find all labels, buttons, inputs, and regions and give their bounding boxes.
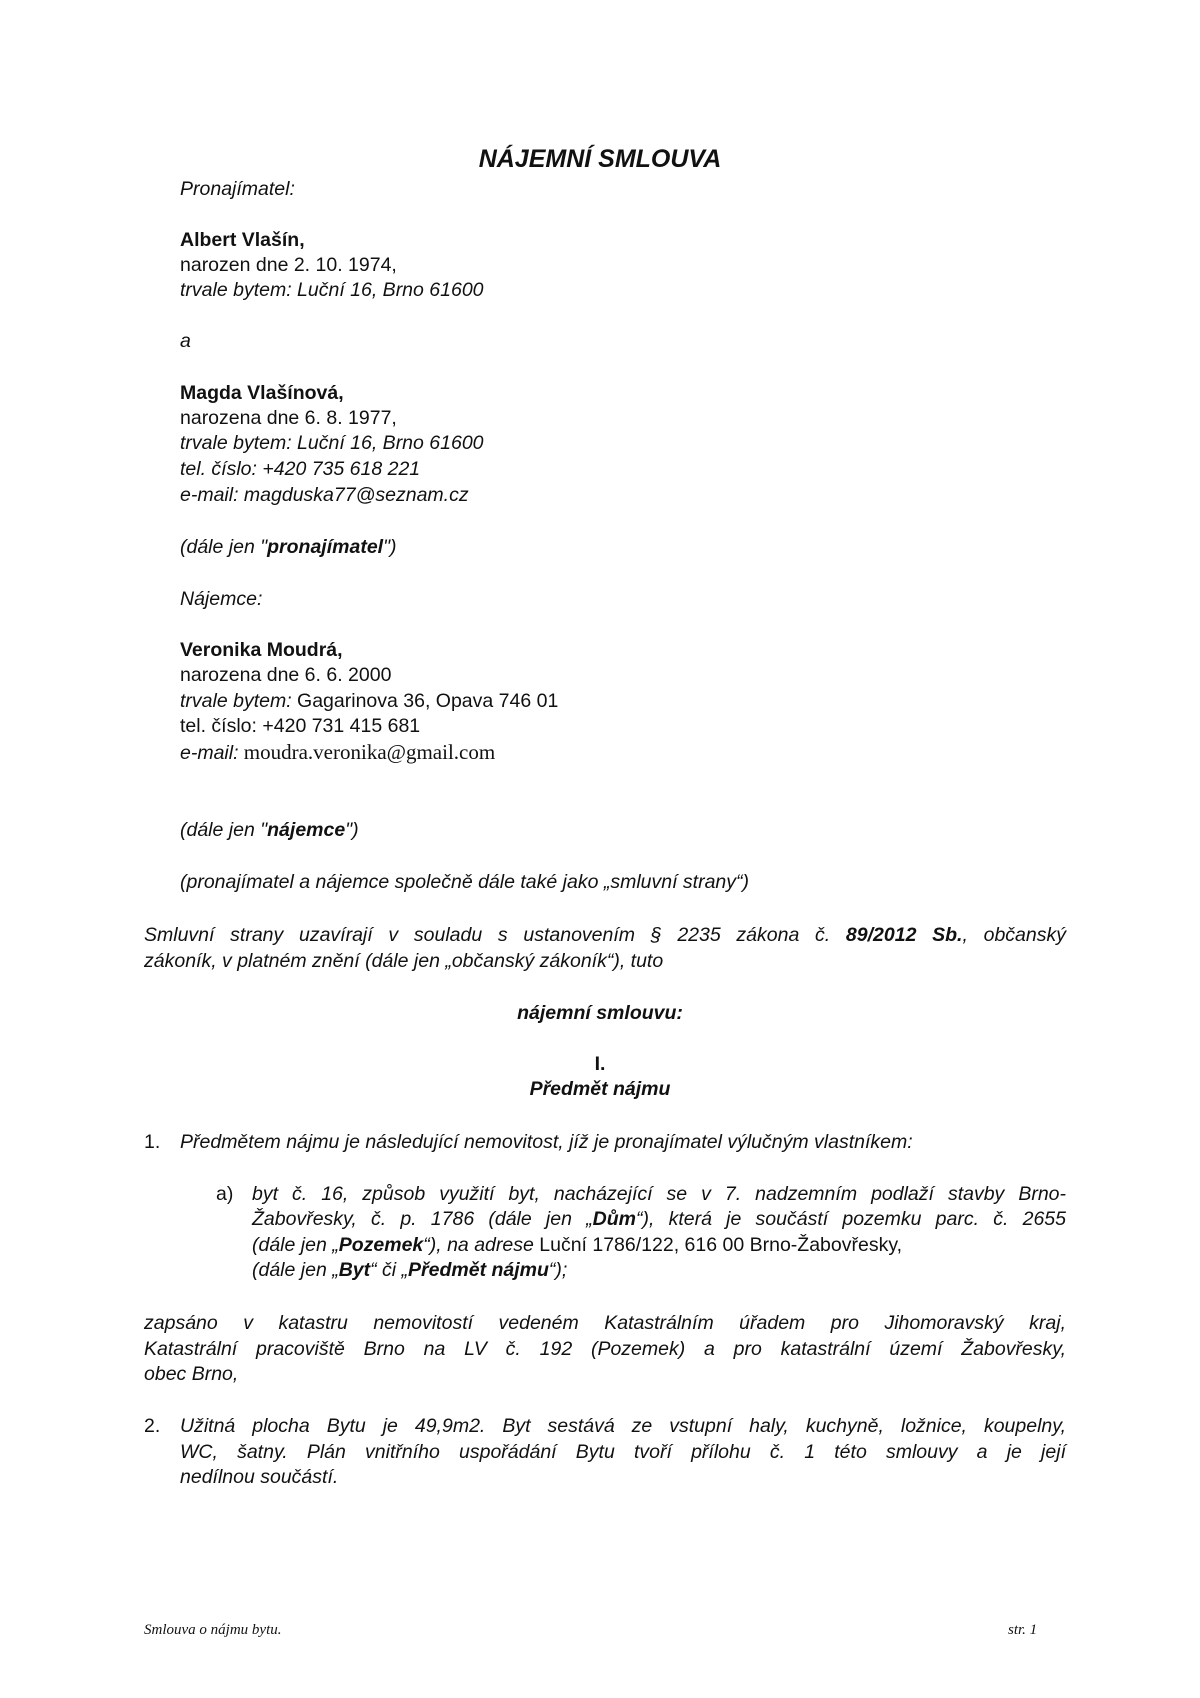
landlord1-residence: trvale bytem: Luční 16, Brno 61600 [180,279,484,301]
sub-item-a-label: a) [216,1183,234,1205]
tenant-email-value: moudra.veronika@gmail.com [238,740,496,764]
registry-line-3: obec Brno, [144,1363,239,1385]
tenant-residence [180,689,558,713]
sub-item-a-line-1: byt č. 16, způsob využití byt, nacházející se v 7. nadzemním podlaží stavby Brno- [252,1183,1066,1205]
definition-suffix: ") [345,819,359,841]
intro-line-1 [144,923,1066,947]
defined-term-house: Dům [592,1208,636,1230]
item-1-text: Předmětem nájmu je následující nemovitost, jíž je pronajímatel výlučným vlastníkem: [180,1131,913,1153]
tenant-heading: Nájemce: [180,588,263,610]
item-2-line-1: Užitná plocha Bytu je 49,9m2. Byt sestává ze vstupní haly, kuchyně, ložnice, koupelny, [180,1415,1066,1437]
law-reference: 89/2012 Sb. [845,924,963,946]
tenant-email-label: e-mail: [180,742,239,764]
landlord2-born: narozena dne 6. 8. 1977, [180,407,397,429]
text: Žabovřesky, č. p. 1786 (dále jen „ [252,1208,593,1230]
tenant-name: Veronika Moudrá, [180,639,343,661]
and-connector: a [180,330,191,352]
footer-left: Smlouva o nájmu bytu. [144,1622,282,1638]
sub-item-a-line-3 [252,1233,902,1257]
definition-prefix: (dále jen " [180,536,268,558]
document-title: NÁJEMNÍ SMLOUVA [478,145,722,173]
item-2-number: 2. [144,1415,161,1437]
tenant-email [180,740,495,765]
landlord1-born: narozen dne 2. 10. 1974, [180,254,397,276]
section-number: I. [594,1053,606,1075]
tenant-residence-label: trvale bytem: [180,690,292,712]
text: “), na adrese [423,1234,540,1256]
item-1-number: 1. [144,1131,161,1153]
item-2-line-3: nedílnou součástí. [180,1466,339,1488]
text: (dále jen „ [252,1234,339,1256]
landlord2-residence: trvale bytem: Luční 16, Brno 61600 [180,432,484,454]
contract-heading: nájemní smlouvu: [517,1002,683,1024]
intro-line-2: zákoník, v platném znění (dále jen „občanský zákoník“), tuto [144,950,664,972]
intro-text: Smluvní strany uzavírají v souladu s ustanovením § 2235 zákona č. [144,924,846,946]
text: “); [548,1259,568,1281]
tenant-born: narozena dne 6. 6. 2000 [180,664,392,686]
item-2-line-2: WC, šatny. Plán vnitřního uspořádání Bytu tvoří přílohu č. 1 této smlouvy a je její [180,1441,1066,1463]
sub-item-a-line-4 [252,1258,567,1282]
definition-suffix: ") [383,536,397,558]
landlord1-name: Albert Vlašín, [180,229,305,251]
registry-line-1: zapsáno v katastru nemovitostí vedeném Katastrálním úřadem pro Jihomoravský kraj, [144,1312,1066,1334]
defined-term-flat: Byt [338,1259,371,1281]
defined-term-tenant: nájemce [267,819,346,841]
landlord2-email: e-mail: magduska77@seznam.cz [180,484,469,506]
text: “ či „ [370,1259,409,1281]
address-text: Luční 1786/122, 616 00 Brno-Žabovřesky, [539,1234,903,1256]
landlord2-phone: tel. číslo: +420 735 618 221 [180,458,421,480]
defined-term-land: Pozemek [338,1234,424,1256]
definition-prefix: (dále jen " [180,819,268,841]
landlord-definition [180,535,397,559]
defined-term-subject: Předmět nájmu [408,1259,549,1281]
tenant-definition [180,818,359,842]
section-title: Předmět nájmu [529,1078,671,1100]
registry-line-2: Katastrální pracoviště Brno na LV č. 192 (Pozemek) a pro katastrální území Žabovřesky, [144,1338,1066,1360]
footer-page-number: str. 1 [1008,1622,1038,1638]
tenant-residence-value: Gagarinova 36, Opava 746 01 [291,690,559,712]
intro-text-end: , občanský [962,924,1066,946]
sub-item-a-line-2 [252,1207,1066,1231]
defined-term-landlord: pronajímatel [267,536,384,558]
text: (dále jen „ [252,1259,339,1281]
parties-note: (pronajímatel a nájemce společně dále také jako „smluvní strany“) [180,871,750,893]
tenant-phone: tel. číslo: +420 731 415 681 [180,715,421,737]
text: “), která je součástí pozemku parc. č. 2655 [636,1208,1066,1230]
landlord-heading: Pronajímatel: [180,178,295,200]
landlord2-name: Magda Vlašínová, [180,382,344,404]
